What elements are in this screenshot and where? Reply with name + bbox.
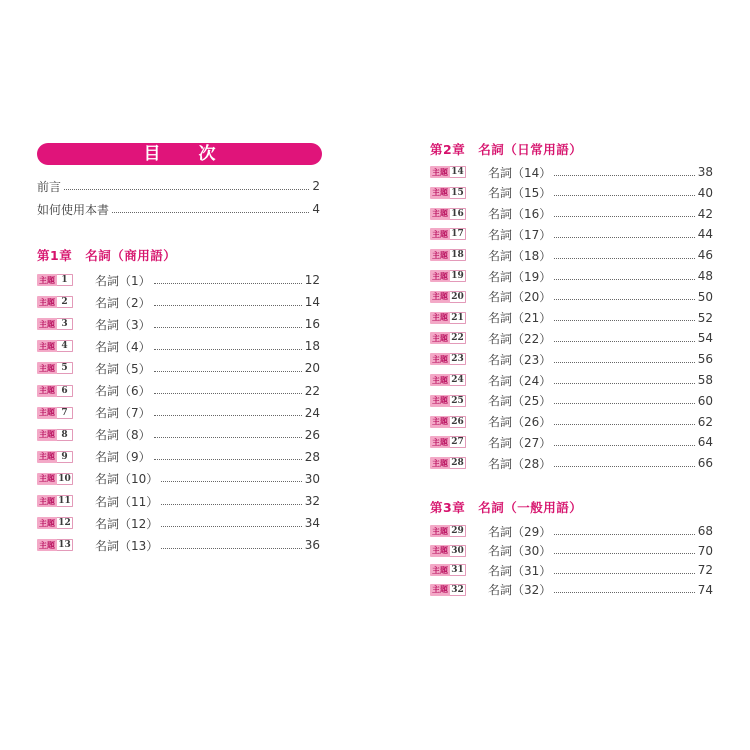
badge-number: 26 (450, 416, 466, 428)
badge-label: 主題 (39, 430, 55, 440)
badge-label: 主題 (39, 363, 55, 373)
toc-entry[interactable] (430, 310, 713, 326)
badge-number: 14 (450, 166, 466, 178)
topic-badge (430, 353, 466, 365)
page-number: 20 (304, 361, 320, 376)
entry-label: 名詞（19） (488, 269, 552, 284)
badge-number: 7 (57, 407, 73, 419)
badge-label: 主題 (39, 319, 55, 329)
badge-number: 30 (450, 545, 466, 557)
badge-label: 主題 (432, 167, 448, 177)
topic-badge (430, 525, 466, 537)
badge-label: 主題 (432, 546, 448, 556)
badge-label: 主題 (432, 209, 448, 219)
toc-entry[interactable] (430, 247, 713, 263)
toc-entry[interactable] (37, 405, 320, 421)
badge-number: 8 (57, 429, 73, 441)
page-number: 56 (697, 352, 713, 367)
toc-entry[interactable] (430, 543, 713, 559)
toc-entry[interactable] (430, 414, 713, 430)
badge-label: 主題 (432, 188, 448, 198)
dot-leader (554, 258, 694, 259)
badge-label: 主題 (39, 341, 55, 351)
toc-entry[interactable] (37, 427, 320, 443)
topic-badge (37, 451, 73, 463)
badge-label: 主題 (432, 313, 448, 323)
page-number: 44 (697, 227, 713, 242)
topic-badge (430, 416, 466, 428)
page-number: 74 (697, 582, 713, 597)
dot-leader (112, 212, 309, 213)
entry-label: 名詞（6） (95, 384, 151, 398)
badge-label: 主題 (432, 229, 448, 239)
badge-number: 20 (450, 291, 466, 303)
badge-number: 10 (57, 473, 73, 485)
toc-entry[interactable] (430, 455, 713, 471)
badge-label: 主題 (39, 408, 55, 418)
entry-label: 前言 (37, 179, 62, 194)
page-number: 72 (697, 563, 713, 578)
toc-entry[interactable] (37, 294, 320, 310)
entry-label: 名詞（18） (488, 248, 552, 263)
dot-leader (554, 383, 694, 384)
dot-leader (154, 459, 302, 460)
badge-number: 3 (57, 318, 73, 330)
toc-entry[interactable] (37, 316, 320, 332)
badge-number: 18 (450, 249, 466, 261)
chapter-2-heading: 第2章 名詞（日常用語） (430, 142, 583, 157)
entry-label: 名詞（32） (488, 583, 552, 598)
badge-label: 主題 (39, 496, 55, 506)
badge-label: 主題 (432, 437, 448, 447)
topic-badge (430, 270, 466, 282)
dot-leader (154, 437, 302, 438)
page-number: 2 (312, 179, 320, 193)
entry-label: 名詞（21） (488, 311, 552, 326)
entry-label: 名詞（17） (488, 227, 552, 242)
entry-label: 名詞（16） (488, 207, 552, 222)
entry-label: 名詞（31） (488, 563, 552, 578)
toc-entry[interactable] (430, 393, 713, 409)
toc-entry[interactable] (37, 471, 320, 487)
dot-leader (154, 371, 302, 372)
topic-badge (37, 473, 73, 485)
badge-label: 主題 (432, 354, 448, 364)
toc-entry[interactable] (430, 562, 713, 578)
toc-entry[interactable] (430, 268, 713, 284)
toc-entry-preface[interactable] (37, 178, 320, 194)
topic-badge (430, 332, 466, 344)
page-number: 46 (697, 248, 713, 263)
page-number: 52 (697, 310, 713, 325)
topic-badge (430, 545, 466, 557)
dot-leader (154, 415, 302, 416)
topic-badge (37, 407, 73, 419)
topic-badge (37, 274, 73, 286)
topic-badge (430, 584, 466, 596)
dot-leader (554, 299, 694, 300)
badge-number: 19 (450, 270, 466, 282)
dot-leader (161, 548, 301, 549)
page-number: 62 (697, 414, 713, 429)
toc-entry[interactable] (37, 537, 320, 553)
badge-number: 6 (57, 385, 73, 397)
dot-leader (161, 526, 301, 527)
dot-leader (154, 305, 302, 306)
dot-leader (161, 481, 301, 482)
toc-entry[interactable] (37, 493, 320, 509)
entry-label: 名詞（28） (488, 456, 552, 471)
entry-label: 名詞（30） (488, 544, 552, 559)
badge-number: 1 (57, 274, 73, 286)
dot-leader (554, 279, 694, 280)
badge-label: 主題 (432, 292, 448, 302)
topic-badge (37, 429, 73, 441)
toc-entry[interactable] (430, 523, 713, 539)
page-number: 42 (697, 206, 713, 221)
entry-label: 名詞（7） (95, 406, 151, 421)
topic-badge (430, 395, 466, 407)
toc-entry[interactable] (430, 206, 713, 222)
page-number: 32 (304, 494, 320, 508)
badge-number: 31 (450, 564, 466, 576)
badge-number: 29 (450, 525, 466, 537)
entry-label: 名詞（24） (488, 373, 552, 388)
entry-label: 名詞（3） (95, 317, 151, 332)
badge-number: 24 (450, 374, 466, 386)
toc-entry[interactable] (37, 449, 320, 465)
toc-entry[interactable] (37, 338, 320, 354)
topic-badge (430, 312, 466, 324)
entry-label: 名詞（27） (488, 435, 552, 450)
page-number: 54 (697, 331, 713, 346)
page-number: 4 (312, 202, 320, 216)
topic-badge (430, 457, 466, 469)
topic-badge (37, 385, 73, 397)
page-number: 12 (304, 273, 320, 287)
badge-label: 主題 (432, 565, 448, 575)
page-number: 48 (697, 269, 713, 283)
topic-badge (37, 340, 73, 352)
toc-entry[interactable] (430, 226, 713, 242)
toc-entry[interactable] (430, 372, 713, 388)
page-number: 58 (697, 373, 713, 387)
badge-number: 25 (450, 395, 466, 407)
dot-leader (554, 362, 694, 363)
dot-leader (554, 341, 694, 342)
page-number: 22 (304, 383, 320, 398)
topic-badge (37, 517, 73, 529)
topic-badge (430, 228, 466, 240)
badge-number: 2 (57, 296, 73, 308)
badge-label: 主題 (432, 417, 448, 427)
dot-leader (554, 445, 694, 446)
entry-label: 名詞（1） (95, 273, 151, 288)
topic-badge (430, 291, 466, 303)
page-number: 36 (304, 538, 320, 553)
badge-label: 主題 (432, 458, 448, 468)
page-number: 26 (304, 427, 320, 442)
badge-number: 21 (450, 312, 466, 324)
page-number: 70 (697, 543, 713, 558)
page-number: 40 (697, 185, 713, 200)
page-number: 24 (304, 405, 320, 420)
dot-leader (554, 403, 694, 404)
toc-entry[interactable] (37, 360, 320, 376)
badge-number: 5 (57, 362, 73, 374)
entry-label: 名詞（9） (95, 450, 151, 465)
toc-entry[interactable] (430, 164, 713, 180)
dot-leader (554, 466, 694, 467)
entry-label: 如何使用本書 (37, 202, 110, 217)
badge-number: 12 (57, 517, 73, 529)
badge-label: 主題 (432, 375, 448, 385)
entry-label: 名詞（29） (488, 524, 552, 539)
badge-number: 17 (450, 228, 466, 240)
badge-label: 主題 (432, 333, 448, 343)
entry-label: 名詞（12） (95, 516, 159, 531)
topic-badge (37, 318, 73, 330)
toc-entry-how-to-use[interactable] (37, 201, 320, 217)
chapter-3-heading: 第3章 名詞（一般用語） (430, 500, 583, 515)
topic-badge (430, 208, 466, 220)
topic-badge (430, 249, 466, 261)
topic-badge (430, 564, 466, 576)
entry-label: 名詞（14） (488, 165, 552, 180)
entry-label: 名詞（11） (95, 494, 159, 509)
toc-entry[interactable] (430, 185, 713, 201)
topic-badge (37, 362, 73, 374)
page-number: 50 (697, 289, 713, 304)
badge-label: 主題 (39, 297, 55, 307)
badge-label: 主題 (432, 585, 448, 595)
topic-badge (37, 296, 73, 308)
page-number: 34 (304, 516, 320, 531)
badge-number: 23 (450, 353, 466, 365)
dot-leader (161, 504, 301, 505)
entry-label: 名詞（15） (488, 186, 552, 201)
toc-entry[interactable] (430, 330, 713, 346)
badge-label: 主題 (432, 526, 448, 536)
toc-entry[interactable] (430, 434, 713, 450)
topic-badge (430, 166, 466, 178)
toc-entry[interactable] (37, 515, 320, 531)
dot-leader (64, 189, 309, 190)
badge-label: 主題 (39, 275, 55, 285)
badge-label: 主題 (39, 518, 55, 528)
toc-title-banner: 目 次 (37, 143, 322, 165)
dot-leader (154, 349, 302, 350)
page-number: 66 (697, 456, 713, 471)
dot-leader (554, 195, 694, 196)
badge-number: 32 (450, 584, 466, 596)
entry-label: 名詞（8） (95, 428, 151, 443)
badge-number: 16 (450, 208, 466, 220)
toc-entry[interactable] (430, 351, 713, 367)
page-number: 60 (697, 393, 713, 408)
topic-badge (430, 436, 466, 448)
toc-entry[interactable] (37, 383, 320, 399)
dot-leader (554, 175, 694, 176)
dot-leader (154, 393, 302, 394)
entry-label: 名詞（10） (95, 472, 159, 487)
dot-leader (554, 237, 694, 238)
topic-badge (430, 374, 466, 386)
dot-leader (154, 327, 302, 328)
dot-leader (554, 553, 694, 554)
badge-label: 主題 (432, 271, 448, 281)
topic-badge (430, 187, 466, 199)
badge-number: 28 (450, 457, 466, 469)
page-number: 64 (697, 435, 713, 450)
toc-entry[interactable] (430, 289, 713, 305)
badge-number: 22 (450, 332, 466, 344)
dot-leader (554, 216, 694, 217)
entry-label: 名詞（20） (488, 290, 552, 305)
badge-label: 主題 (432, 250, 448, 260)
page-number: 30 (304, 471, 320, 486)
entry-label: 名詞（23） (488, 352, 552, 367)
topic-badge (37, 539, 73, 551)
entry-label: 名詞（13） (95, 538, 159, 553)
dot-leader (154, 283, 302, 284)
page-number: 38 (697, 165, 713, 179)
badge-number: 9 (57, 451, 73, 463)
badge-label: 主題 (39, 386, 55, 395)
badge-label: 主題 (39, 540, 55, 550)
entry-label: 名詞（4） (95, 339, 151, 354)
chapter-1-heading: 第1章 名詞（商用語） (37, 248, 177, 263)
badge-number: 15 (450, 187, 466, 199)
badge-label: 主題 (39, 474, 55, 484)
toc-entry[interactable] (37, 272, 320, 288)
page-number: 18 (304, 339, 320, 354)
badge-label: 主題 (432, 396, 448, 406)
entry-label: 名詞（22） (488, 331, 552, 346)
entry-label: 名詞（25） (488, 394, 552, 409)
dot-leader (554, 592, 694, 593)
dot-leader (554, 573, 694, 574)
topic-badge (37, 495, 73, 507)
badge-number: 27 (450, 436, 466, 448)
page-number: 14 (304, 295, 320, 310)
badge-number: 13 (57, 539, 73, 551)
badge-number: 4 (57, 340, 73, 352)
page-number: 68 (697, 524, 713, 538)
entry-label: 名詞（26） (488, 415, 552, 430)
dot-leader (554, 320, 694, 321)
page-number: 28 (304, 449, 320, 464)
dot-leader (554, 534, 694, 535)
toc-entry[interactable] (430, 582, 713, 598)
page-number: 16 (304, 317, 320, 332)
entry-label: 名詞（5） (95, 361, 151, 376)
dot-leader (554, 424, 694, 425)
entry-label: 名詞（2） (95, 295, 151, 310)
badge-label: 主題 (39, 452, 55, 462)
badge-number: 11 (57, 495, 73, 507)
